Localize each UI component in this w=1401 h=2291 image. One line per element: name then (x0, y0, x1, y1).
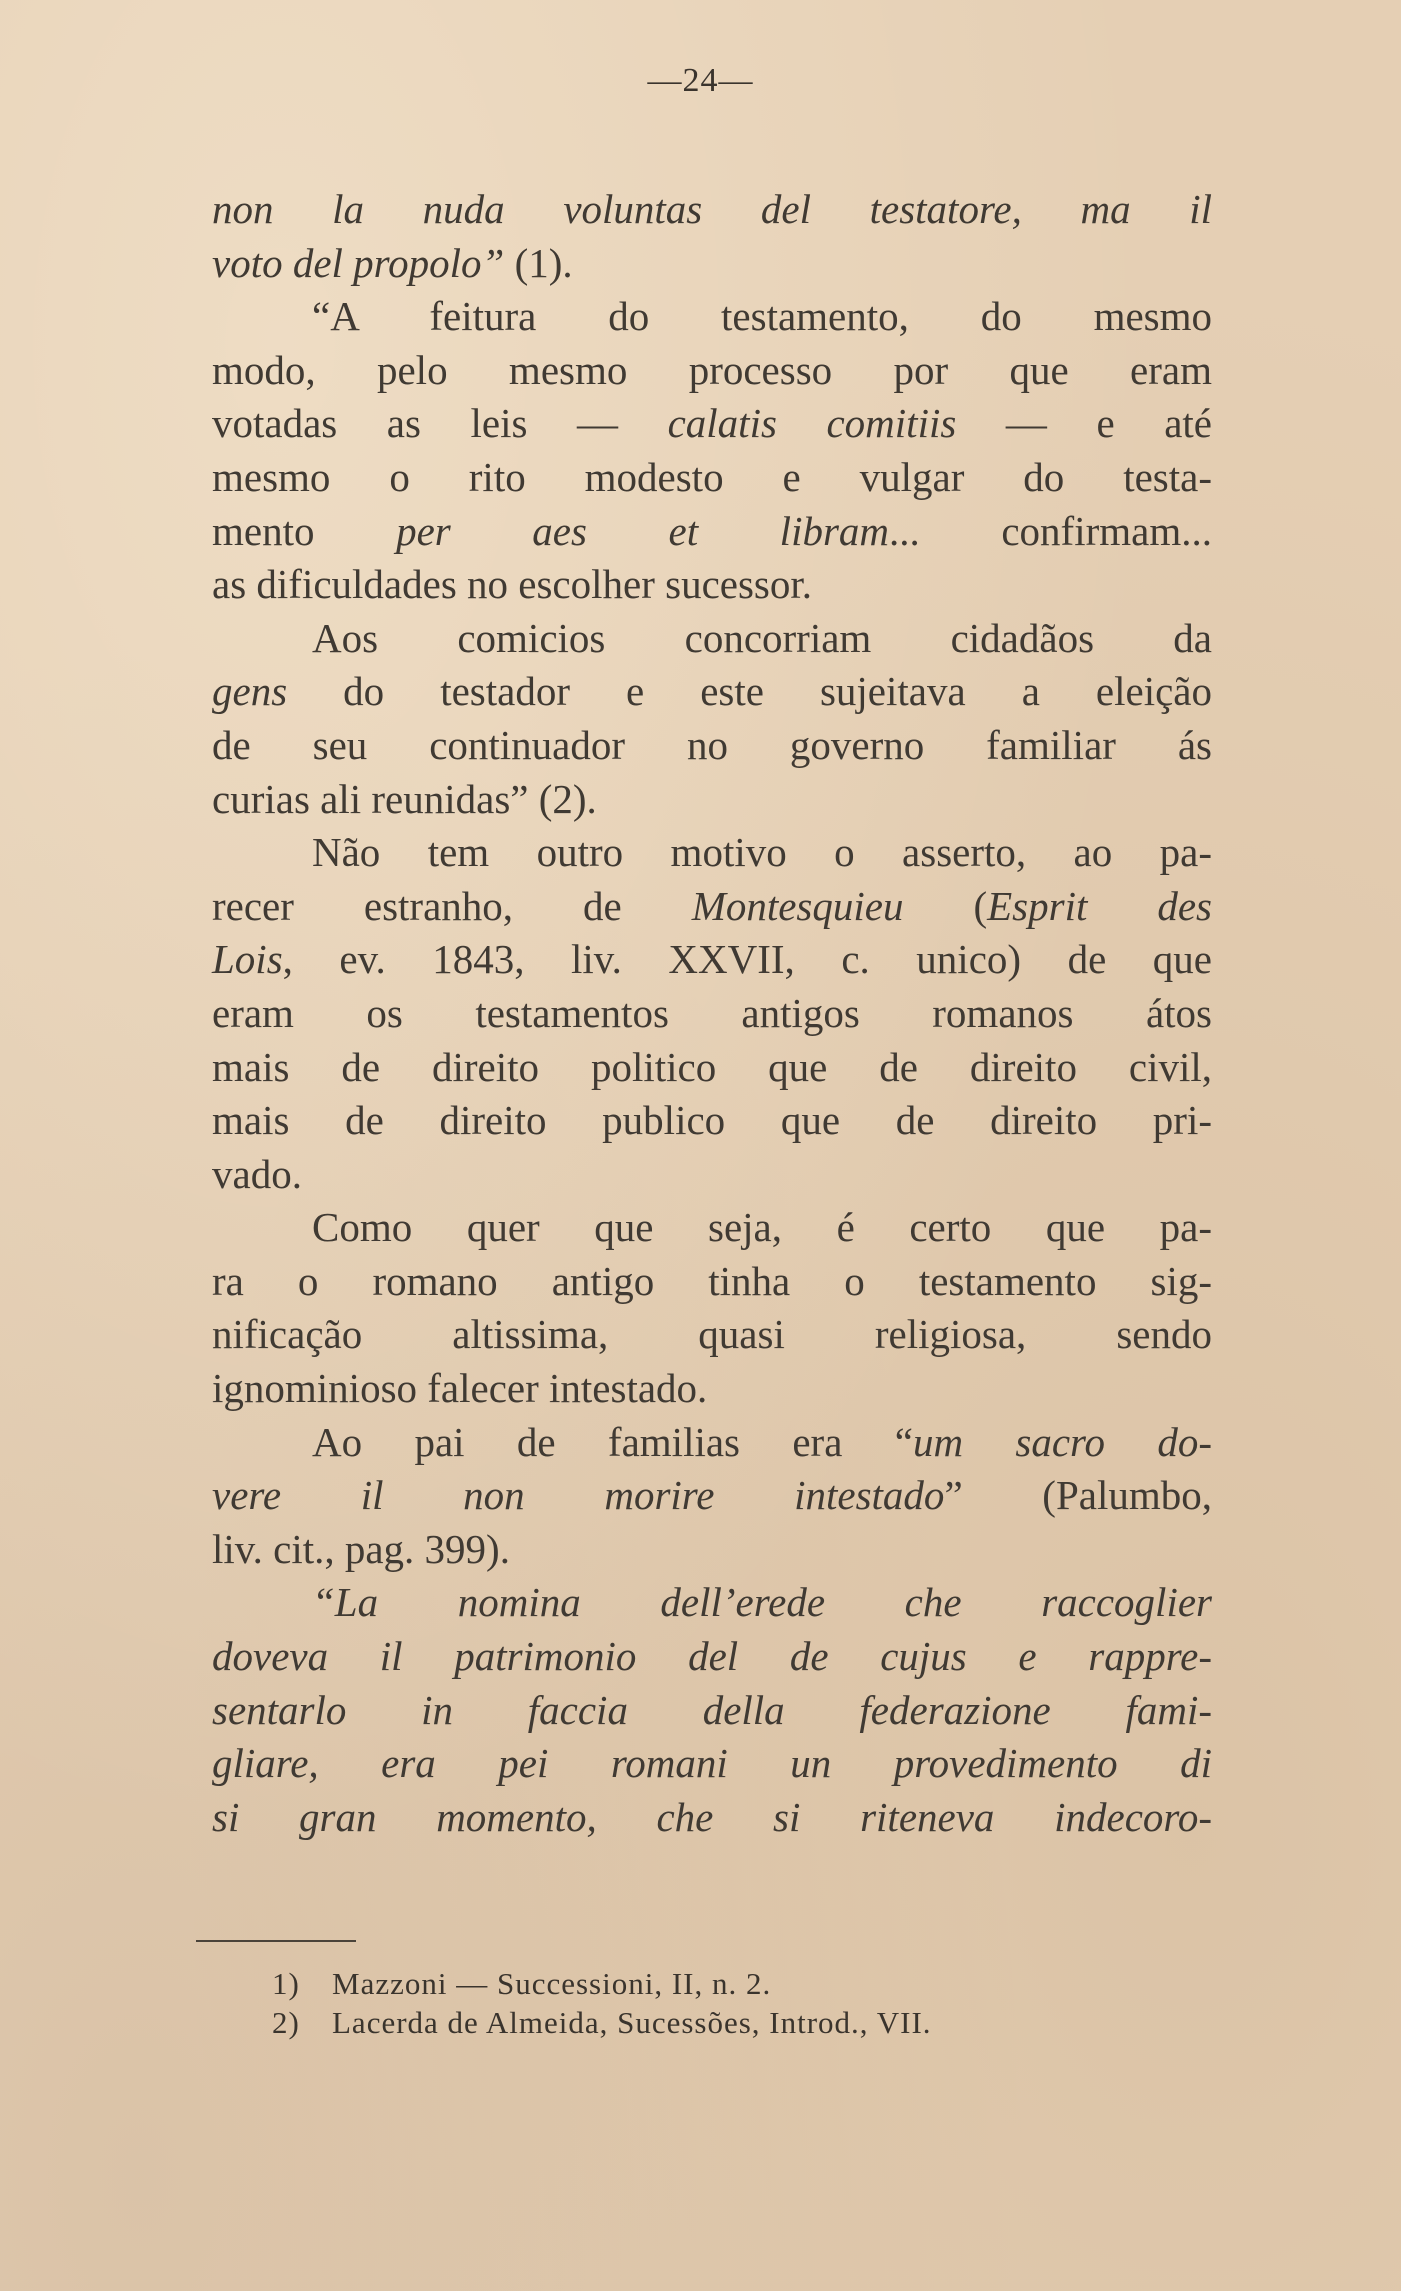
text-segment: — e até (956, 400, 1212, 447)
text-line (212, 773, 1212, 827)
text-line (212, 1737, 1212, 1791)
text-line (212, 933, 1212, 987)
text-segment: ( (903, 882, 988, 929)
footnote-mark: 1) (272, 1966, 300, 2001)
text-segment: eram os testamentos antigos romanos átos (212, 989, 1212, 1036)
text-line (212, 1523, 1212, 1577)
text-segment: do testador e este sujeitava a eleição (287, 668, 1212, 715)
text-line (212, 1576, 1212, 1630)
text-segment: Não tem outro motivo o asserto, ao pa- (312, 829, 1212, 876)
text-segment: recer estranho, de (212, 882, 692, 929)
italic-text-segment: voto del propolo” (212, 239, 505, 286)
body-text (212, 183, 1212, 1844)
text-line (212, 1416, 1212, 1470)
text-segment: ignominioso falecer intestado. (212, 1365, 708, 1412)
text-segment: mento (212, 507, 397, 554)
text-segment: Ao pai de familias era “ (312, 1418, 913, 1465)
text-segment: Aos comicios concorriam cidadãos da (312, 614, 1212, 661)
italic-text-segment: Montesquieu (691, 882, 904, 929)
text-line (212, 880, 1212, 934)
text-line (212, 1469, 1212, 1523)
text-line (212, 451, 1212, 505)
text-segment: curias ali reunidas” (2). (212, 775, 597, 822)
text-segment: votadas as leis — (212, 400, 668, 447)
text-segment: ” (Palumbo, (944, 1472, 1212, 1519)
italic-text-segment: vere il non morire intestado (212, 1472, 945, 1519)
footnote (272, 1964, 1172, 2003)
text-line (212, 237, 1212, 291)
text-line (212, 1201, 1212, 1255)
text-line (212, 1308, 1212, 1362)
text-line (212, 505, 1212, 559)
text-segment: modo, pelo mesmo processo por que eram (212, 346, 1212, 393)
text-line (212, 397, 1212, 451)
text-line (212, 1094, 1212, 1148)
italic-text-segment: gens (212, 668, 288, 715)
text-line (212, 558, 1212, 612)
footnote (272, 2003, 1172, 2042)
text-line (212, 1041, 1212, 1095)
italic-text-segment: calatis comitiis (667, 400, 957, 447)
italic-text-segment: gliare, era pei romani un provedimento di (212, 1740, 1212, 1787)
footnotes (272, 1964, 1172, 2042)
text-line (212, 987, 1212, 1041)
italic-text-segment: Lois (212, 936, 283, 983)
italic-text-segment: Esprit des (987, 882, 1212, 929)
footnote-mark: 2) (272, 2005, 300, 2040)
text-line (212, 1791, 1212, 1845)
text-line (212, 612, 1212, 666)
text-segment: ... confirmam... (889, 507, 1212, 554)
text-segment: nificação altissima, quasi religiosa, sendo (212, 1311, 1212, 1358)
text-segment: mais de direito politico que de direito civil, (212, 1043, 1212, 1090)
text-segment: (1). (504, 239, 573, 286)
italic-text-segment: doveva il patrimonio del de cujus e rappre- (212, 1633, 1212, 1680)
italic-text-segment: “La nomina dell’erede che raccoglier (312, 1579, 1212, 1626)
text-line (212, 1362, 1212, 1416)
text-segment: mesmo o rito modesto e vulgar do testa- (212, 453, 1212, 500)
text-segment: ra o romano antigo tinha o testamento sig- (212, 1257, 1212, 1304)
text-line (212, 719, 1212, 773)
text-line (212, 665, 1212, 719)
italic-text-segment: per aes et libram (396, 507, 890, 554)
text-line (212, 344, 1212, 398)
text-line (212, 1630, 1212, 1684)
text-segment: de seu continuador no governo familiar ás (212, 721, 1212, 768)
italic-text-segment: si gran momento, che si riteneva indecoro- (212, 1793, 1212, 1840)
text-segment: mais de direito publico que de direito pri- (212, 1097, 1212, 1144)
footnote-rule (196, 1940, 356, 1942)
footnote-text: Lacerda de Almeida, Sucessões, Introd., VII. (332, 2005, 932, 2040)
italic-text-segment: sentarlo in faccia della federazione fami- (212, 1686, 1212, 1733)
text-line (212, 1684, 1212, 1738)
text-segment: vado. (212, 1150, 302, 1197)
text-segment: “A feitura do testamento, do mesmo (312, 293, 1212, 340)
text-line (212, 183, 1212, 237)
text-line (212, 1148, 1212, 1202)
text-line (212, 290, 1212, 344)
footnote-text: Mazzoni — Successioni, II, n. 2. (332, 1966, 772, 2001)
text-segment: , ev. 1843, liv. XXVII, c. unico) de que (282, 936, 1212, 983)
text-segment: Como quer que seja, é certo que pa- (312, 1204, 1212, 1251)
text-line (212, 826, 1212, 880)
italic-text-segment: non la nuda voluntas del testatore, ma il (212, 186, 1212, 232)
text-segment: as dificuldades no escolher sucessor. (212, 561, 813, 608)
text-line (212, 1255, 1212, 1309)
italic-text-segment: um sacro do- (912, 1418, 1212, 1465)
text-segment: liv. cit., pag. 399). (212, 1525, 510, 1572)
page-number: —24— (647, 62, 754, 99)
